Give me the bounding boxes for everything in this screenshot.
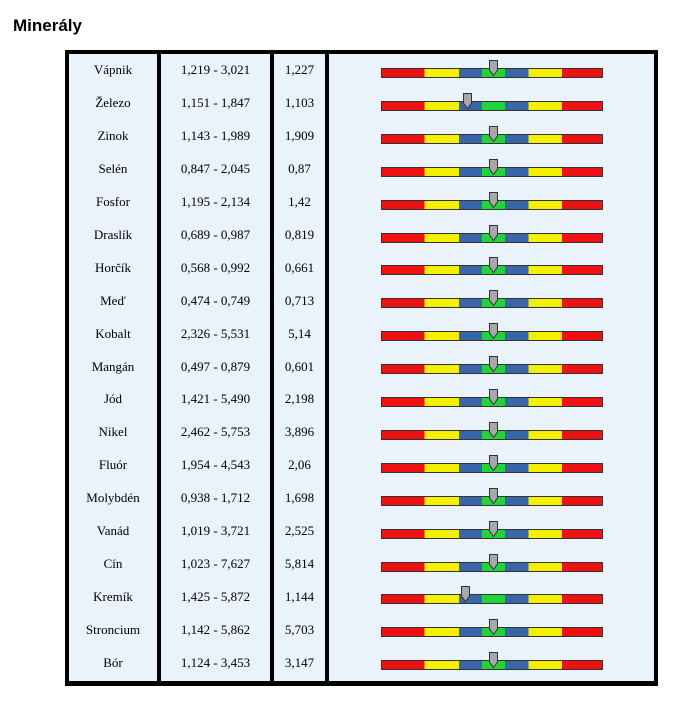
range-text: 1,425 - 5,872: [180, 588, 251, 604]
name-text: Jód: [103, 391, 123, 407]
value-text: 2,198: [284, 391, 315, 407]
cell-range: [161, 383, 270, 416]
cell-value: [274, 482, 325, 515]
name-text: Fosfor: [96, 194, 130, 210]
name-text: Fluór: [98, 457, 128, 473]
name-text: Bór: [103, 654, 123, 670]
cell-value: [274, 350, 325, 383]
range-text: 2,326 - 5,531: [180, 325, 251, 341]
cell-value: [274, 251, 325, 284]
name-text: Nikel: [98, 424, 128, 440]
pointer-arrow-icon: [489, 422, 498, 438]
pointer-arrow-icon: [489, 60, 498, 76]
cell-name: [69, 120, 157, 153]
cell-range: [161, 186, 270, 219]
pointer-arrow-icon: [489, 192, 498, 208]
cell-name: [69, 87, 157, 120]
value-text: 3,896: [284, 424, 315, 440]
range-text: 0,847 - 2,045: [180, 161, 251, 177]
cell-name: [69, 416, 157, 449]
pointer-arrow-icon: [489, 455, 498, 471]
range-text: 1,143 - 1,989: [180, 128, 251, 144]
minerals-table: [65, 50, 658, 686]
pointer-arrow-icon: [489, 488, 498, 504]
range-text: 1,151 - 1,847: [180, 95, 251, 111]
cell-range: [161, 350, 270, 383]
range-text: 1,023 - 7,627: [180, 555, 251, 571]
pointer-arrow-icon: [489, 290, 498, 306]
pointer-arrow-icon: [489, 356, 498, 372]
pointer-arrow-icon: [489, 225, 498, 241]
cell-name: [69, 219, 157, 252]
name-text: Draslík: [93, 226, 133, 242]
name-text: Stroncium: [85, 621, 141, 637]
cell-range: [161, 416, 270, 449]
value-text: 3,147: [284, 654, 315, 670]
name-text: Meď: [100, 292, 126, 308]
cell-name: [69, 350, 157, 383]
value-text: 0,601: [284, 358, 315, 374]
value-text: 0,713: [284, 292, 315, 308]
cell-value: [274, 87, 325, 120]
value-text: 1,42: [288, 194, 311, 210]
range-text: 1,421 - 5,490: [180, 391, 251, 407]
range-text: 1,195 - 2,134: [180, 194, 251, 210]
cell-range: [161, 613, 270, 646]
range-text: 0,568 - 0,992: [180, 259, 251, 275]
cell-range: [161, 219, 270, 252]
cell-range: [161, 449, 270, 482]
name-text: Vanád: [96, 523, 130, 539]
scale-bar: [381, 594, 603, 604]
name-text: Železo: [95, 95, 131, 111]
name-text: Molybdén: [86, 490, 140, 506]
value-text: 0,87: [288, 161, 311, 177]
range-text: 1,219 - 3,021: [180, 62, 251, 78]
cell-name: [69, 153, 157, 186]
cell-range: [161, 87, 270, 120]
cell-range: [161, 482, 270, 515]
page-title: Minerály: [13, 16, 82, 35]
cell-value: [274, 317, 325, 350]
value-text: 5,703: [284, 621, 315, 637]
column-mineral-name: [69, 54, 157, 681]
name-text: Mangán: [91, 358, 135, 374]
cell-name: [69, 186, 157, 219]
cell-value: [274, 613, 325, 646]
range-text: 1,124 - 3,453: [180, 654, 251, 670]
range-text: 1,954 - 4,543: [180, 457, 251, 473]
cell-value: [274, 416, 325, 449]
cell-name: [69, 613, 157, 646]
value-text: 2,525: [284, 523, 315, 539]
cell-range: [161, 54, 270, 87]
cell-range: [161, 317, 270, 350]
cell-value: [274, 219, 325, 252]
cell-value: [274, 515, 325, 548]
scale-bar: [381, 101, 603, 111]
range-text: 0,689 - 0,987: [180, 226, 251, 242]
cell-value: [274, 120, 325, 153]
pointer-arrow-icon: [463, 93, 472, 109]
pointer-arrow-icon: [489, 159, 498, 175]
range-text: 0,497 - 0,879: [180, 358, 251, 374]
cell-range: [161, 120, 270, 153]
cell-range: [161, 284, 270, 317]
value-text: 5,14: [288, 325, 311, 341]
pointer-arrow-icon: [489, 257, 498, 273]
range-text: 2,462 - 5,753: [180, 424, 251, 440]
cell-name: [69, 482, 157, 515]
name-text: Cín: [103, 555, 123, 571]
column-scale: [329, 54, 654, 681]
value-text: 0,661: [284, 259, 315, 275]
cell-name: [69, 646, 157, 679]
name-text: Vápnik: [93, 62, 133, 78]
cell-value: [274, 580, 325, 613]
cell-value: [274, 153, 325, 186]
range-text: 0,938 - 1,712: [180, 490, 251, 506]
cell-name: [69, 449, 157, 482]
cell-value: [274, 383, 325, 416]
cell-value: [274, 54, 325, 87]
pointer-arrow-icon: [489, 521, 498, 537]
cell-range: [161, 251, 270, 284]
cell-value: [274, 284, 325, 317]
cell-value: [274, 449, 325, 482]
cell-name: [69, 548, 157, 581]
name-text: Kremík: [93, 588, 133, 604]
pointer-arrow-icon: [489, 323, 498, 339]
cell-value: [274, 548, 325, 581]
value-text: 1,227: [284, 62, 315, 78]
cell-range: [161, 548, 270, 581]
column-reference-range: [161, 54, 270, 681]
name-text: Zinok: [97, 128, 129, 144]
name-text: Kobalt: [95, 325, 131, 341]
cell-range: [161, 580, 270, 613]
value-text: 0,819: [284, 226, 315, 242]
cell-value: [274, 646, 325, 679]
value-text: 5,814: [284, 555, 315, 571]
pointer-arrow-icon: [461, 586, 470, 602]
range-text: 0,474 - 0,749: [180, 292, 251, 308]
name-text: Horčík: [94, 259, 132, 275]
cell-value: [274, 186, 325, 219]
value-text: 1,698: [284, 490, 315, 506]
pointer-arrow-icon: [489, 126, 498, 142]
range-text: 1,142 - 5,862: [180, 621, 251, 637]
value-text: 1,144: [284, 588, 315, 604]
range-text: 1,019 - 3,721: [180, 523, 251, 539]
value-text: 1,909: [284, 128, 315, 144]
cell-range: [161, 153, 270, 186]
cell-name: [69, 251, 157, 284]
pointer-arrow-icon: [489, 619, 498, 635]
column-measured-value: [274, 54, 325, 681]
name-text: Selén: [98, 161, 128, 177]
pointer-arrow-icon: [489, 554, 498, 570]
cell-name: [69, 284, 157, 317]
pointer-arrow-icon: [489, 652, 498, 668]
cell-name: [69, 580, 157, 613]
cell-name: [69, 54, 157, 87]
cell-name: [69, 515, 157, 548]
value-text: 1,103: [284, 95, 315, 111]
pointer-arrow-icon: [489, 389, 498, 405]
cell-name: [69, 317, 157, 350]
cell-range: [161, 646, 270, 679]
value-text: 2,06: [288, 457, 311, 473]
cell-name: [69, 383, 157, 416]
cell-range: [161, 515, 270, 548]
